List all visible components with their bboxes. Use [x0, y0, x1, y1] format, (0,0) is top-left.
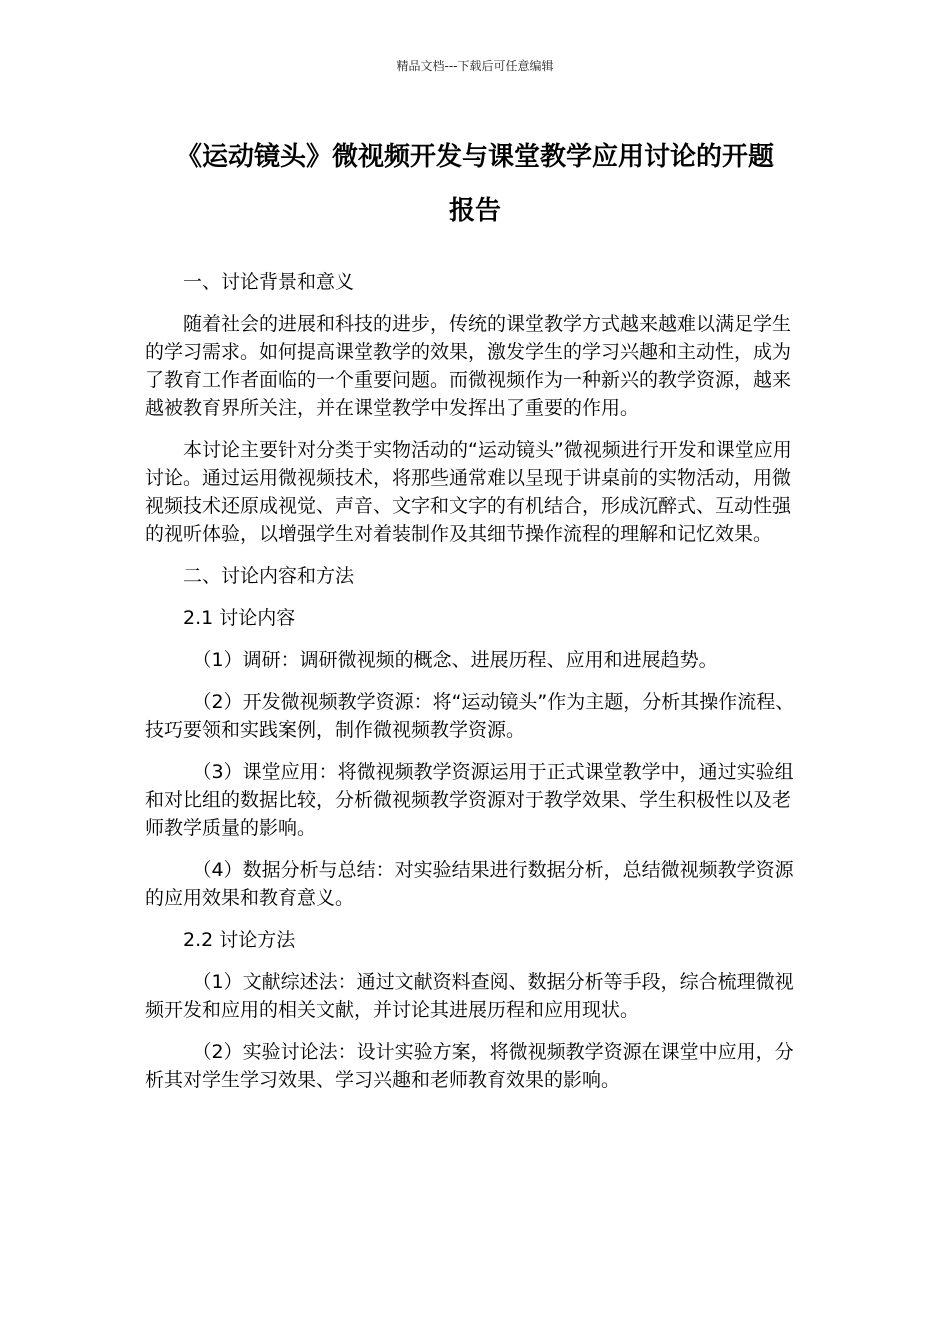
document-body [145, 268, 809, 1108]
list-item-literature-review: （1）文献综述法：通过文献资料查阅、数据分析等手段，综合梳理微视频开发和应用的相关文献，并讨论其进展历程和应用现状。 [145, 971, 794, 1021]
paragraph-background-2: 本讨论主要针对分类于实物活动的“运动镜头”微视频进行开发和课堂应用讨论。通过运用微视频技术，将那些通常难以呈现于讲桌前的实物活动，用微视频技术还原成视觉、声音、文字和文字的有机结合，形成沉醉式、互动性强的视听体验，以增强学生对着装制作及其细节操作流程的理解和记忆效果。 [145, 439, 792, 545]
document-title [100, 130, 850, 238]
paragraph-background-1: 随着社会的进展和科技的进步，传统的课堂教学方式越来越难以满足学生的学习需求。如何提高课堂教学的效果，激发学生的学习兴趣和主动性，成为了教育工作者面临的一个重要问题。而微视频作为一种新兴的教学资源，越来越被教育界所关注，并在课堂教学中发挥出了重要的作用。 [145, 313, 792, 419]
list-item-develop-resources: （2）开发微视频教学资源：将“运动镜头”作为主题，分析其操作流程、技巧要领和实践案例，制作微视频教学资源。 [145, 691, 795, 741]
section-heading-background: 一、讨论背景和意义 [183, 271, 355, 293]
subsection-heading-content: 2.1 讨论内容 [183, 607, 296, 629]
list-item-classroom-application: （3）课堂应用：将微视频教学资源运用于正式课堂教学中，通过实验组和对比组的数据比较，分析微视频教学资源对于教学效果、学生积极性以及老师教学质量的影响。 [145, 761, 794, 839]
list-item-experimental-method: （2）实验讨论法：设计实验方案，将微视频教学资源在课堂中应用，分析其对学生学习效果、学习兴趣和老师教育效果的影响。 [145, 1041, 794, 1091]
list-item-research: （1）调研：调研微视频的概念、进展历程、应用和进展趋势。 [192, 649, 718, 671]
section-heading-content-methods: 二、讨论内容和方法 [183, 565, 355, 587]
document-title-line1: 《运动镜头》微视频开发与课堂教学应用讨论的开题 [175, 142, 774, 172]
page-header: 精品文档---下载后可任意编辑 [396, 59, 554, 73]
subsection-heading-methods: 2.2 讨论方法 [183, 929, 296, 951]
document-title-line2: 报告 [448, 196, 501, 226]
list-item-data-analysis: （4）数据分析与总结：对实验结果进行数据分析，总结微视频教学资源的应用效果和教育意义。 [145, 859, 794, 909]
